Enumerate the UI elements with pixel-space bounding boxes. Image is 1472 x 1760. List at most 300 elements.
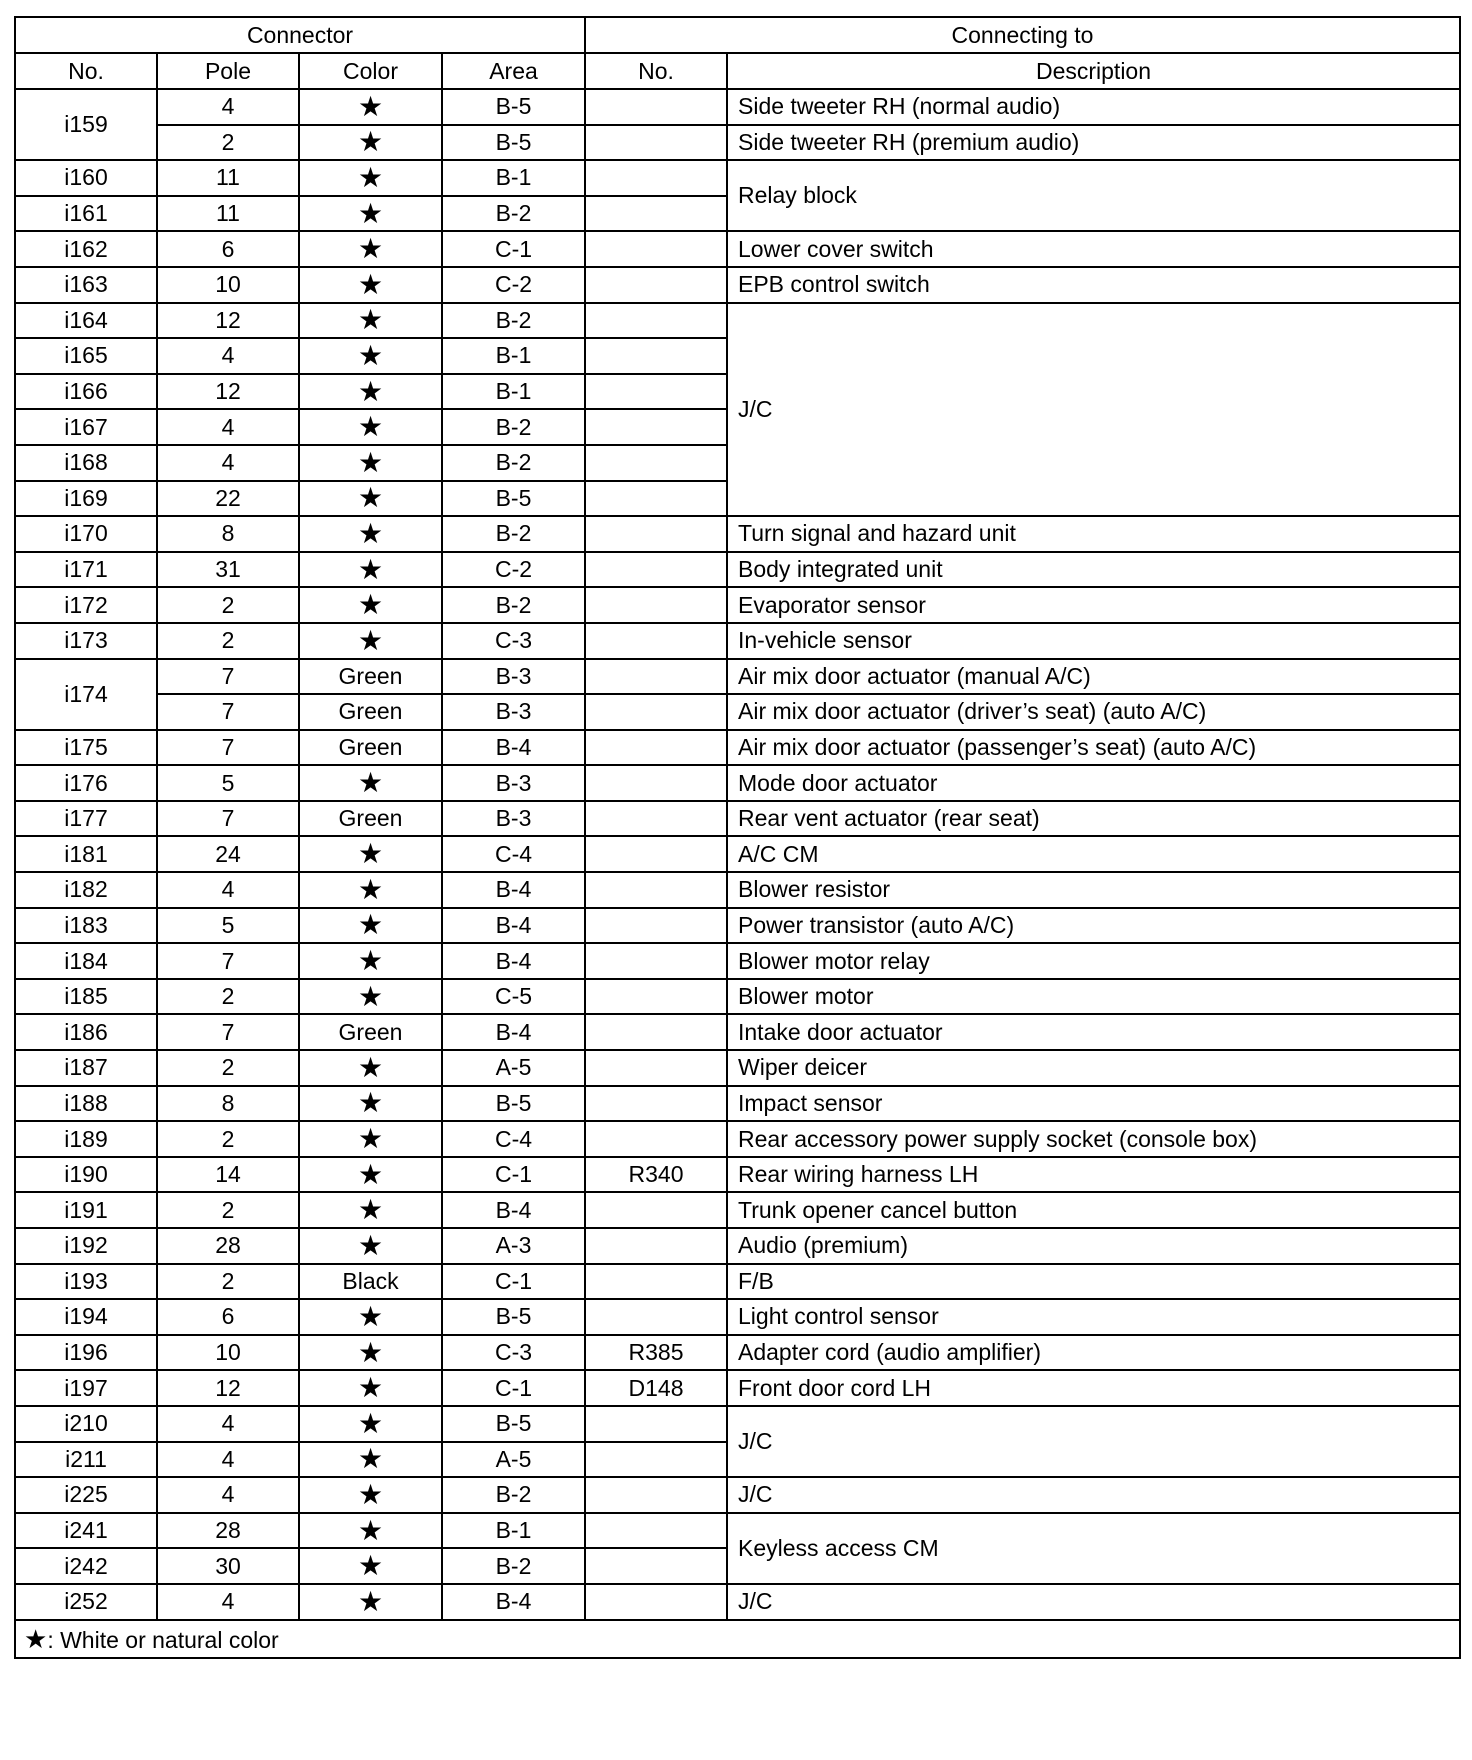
pole-cell: 4 [157, 1442, 299, 1478]
connecting-no-cell [585, 445, 727, 481]
connector-no-cell: i242 [15, 1548, 157, 1584]
pole-cell: 11 [157, 160, 299, 196]
description-cell: Blower motor relay [727, 943, 1460, 979]
area-cell: B-3 [442, 801, 585, 837]
description-cell: J/C [727, 303, 1460, 517]
description-cell: Intake door actuator [727, 1014, 1460, 1050]
area-cell: B-1 [442, 160, 585, 196]
star-icon: ★ [299, 89, 442, 125]
pole-cell: 4 [157, 1477, 299, 1513]
table-row [15, 303, 1460, 339]
pole-cell: 2 [157, 1050, 299, 1086]
pole-cell: 14 [157, 1157, 299, 1193]
no-column-header: No. [15, 53, 157, 89]
table-row [15, 1050, 1460, 1086]
star-icon: ★ [299, 516, 442, 552]
description-cell: J/C [727, 1584, 1460, 1620]
description-cell: J/C [727, 1406, 1460, 1477]
pole-cell: 28 [157, 1228, 299, 1264]
star-icon: ★ [299, 872, 442, 908]
connector-no-cell: i162 [15, 231, 157, 267]
star-icon: ★ [299, 1477, 442, 1513]
description-cell: Side tweeter RH (premium audio) [727, 125, 1460, 161]
area-cell: B-4 [442, 872, 585, 908]
legend-text: : White or natural color [47, 1626, 279, 1653]
table-row [15, 1513, 1460, 1549]
connector-no-cell: i167 [15, 409, 157, 445]
description-cell: Front door cord LH [727, 1370, 1460, 1406]
connecting-no-cell [585, 979, 727, 1015]
area-cell: B-2 [442, 1477, 585, 1513]
description-cell: EPB control switch [727, 267, 1460, 303]
area-cell: C-3 [442, 623, 585, 659]
star-icon: ★ [299, 125, 442, 161]
connecting-no-cell [585, 1513, 727, 1549]
connecting-no-cell [585, 1192, 727, 1228]
pole-cell: 28 [157, 1513, 299, 1549]
table-row [15, 1299, 1460, 1335]
pole-cell: 8 [157, 516, 299, 552]
connecting-no-cell [585, 1477, 727, 1513]
pole-cell: 7 [157, 1014, 299, 1050]
connecting-no-cell [585, 89, 727, 125]
pole-cell: 7 [157, 943, 299, 979]
star-icon: ★ [299, 196, 442, 232]
star-icon: ★ [299, 1157, 442, 1193]
connecting-no-cell [585, 1121, 727, 1157]
connector-no-cell: i196 [15, 1335, 157, 1371]
connecting-no-cell: D148 [585, 1370, 727, 1406]
connector-no-cell: i191 [15, 1192, 157, 1228]
header-group-row [15, 17, 1460, 53]
description-cell: Adapter cord (audio amplifier) [727, 1335, 1460, 1371]
table-row [15, 89, 1460, 125]
table-row [15, 1584, 1460, 1620]
table-row [15, 160, 1460, 196]
connecting-no-cell [585, 1086, 727, 1122]
star-icon: ★ [299, 409, 442, 445]
table-body [15, 89, 1460, 1620]
connector-header: Connector [15, 17, 585, 53]
connector-no-cell: i183 [15, 908, 157, 944]
area-cell: B-3 [442, 694, 585, 730]
connecting-no-cell [585, 943, 727, 979]
star-icon: ★ [299, 1370, 442, 1406]
pole-cell: 12 [157, 303, 299, 339]
table-row [15, 1477, 1460, 1513]
connecting-no-column-header: No. [585, 53, 727, 89]
connector-no-cell: i190 [15, 1157, 157, 1193]
description-cell: Air mix door actuator (passenger’s seat) (auto A/C) [727, 730, 1460, 766]
table-row [15, 694, 1460, 730]
pole-cell: 24 [157, 836, 299, 872]
connecting-no-cell [585, 694, 727, 730]
pole-cell: 30 [157, 1548, 299, 1584]
connecting-no-cell [585, 1299, 727, 1335]
pole-cell: 12 [157, 1370, 299, 1406]
connector-no-cell: i185 [15, 979, 157, 1015]
area-cell: B-5 [442, 125, 585, 161]
pole-cell: 10 [157, 1335, 299, 1371]
star-icon: ★ [24, 1623, 48, 1654]
area-cell: A-5 [442, 1442, 585, 1478]
pole-cell: 7 [157, 694, 299, 730]
star-icon: ★ [299, 160, 442, 196]
connector-no-cell: i252 [15, 1584, 157, 1620]
connector-no-cell: i225 [15, 1477, 157, 1513]
table-row [15, 979, 1460, 1015]
table-row [15, 1014, 1460, 1050]
connecting-to-header: Connecting to [585, 17, 1460, 53]
pole-cell: 6 [157, 1299, 299, 1335]
area-cell: C-2 [442, 552, 585, 588]
pole-cell: 4 [157, 445, 299, 481]
pole-column-header: Pole [157, 53, 299, 89]
star-icon: ★ [299, 908, 442, 944]
star-icon: ★ [299, 1121, 442, 1157]
area-cell: B-3 [442, 765, 585, 801]
connector-no-cell: i187 [15, 1050, 157, 1086]
connector-no-cell: i186 [15, 1014, 157, 1050]
connector-no-cell: i211 [15, 1442, 157, 1478]
pole-cell: 2 [157, 623, 299, 659]
connecting-no-cell [585, 409, 727, 445]
connecting-no-cell [585, 125, 727, 161]
connecting-no-cell [585, 908, 727, 944]
table-row [15, 659, 1460, 695]
star-icon: ★ [299, 1050, 442, 1086]
area-cell: B-4 [442, 943, 585, 979]
area-column-header: Area [442, 53, 585, 89]
area-cell: B-2 [442, 587, 585, 623]
area-cell: C-1 [442, 1370, 585, 1406]
area-cell: B-5 [442, 89, 585, 125]
description-cell: Power transistor (auto A/C) [727, 908, 1460, 944]
connector-no-cell: i174 [15, 659, 157, 730]
connector-no-cell: i168 [15, 445, 157, 481]
connecting-no-cell: R385 [585, 1335, 727, 1371]
table-row [15, 1192, 1460, 1228]
table-row [15, 1335, 1460, 1371]
connector-no-cell: i172 [15, 587, 157, 623]
area-cell: B-5 [442, 481, 585, 517]
table-row [15, 516, 1460, 552]
area-cell: B-5 [442, 1406, 585, 1442]
table-row [15, 125, 1460, 161]
area-cell: C-5 [442, 979, 585, 1015]
connecting-no-cell [585, 587, 727, 623]
color-cell: Green [299, 730, 442, 766]
connecting-no-cell [585, 374, 727, 410]
connector-no-cell: i173 [15, 623, 157, 659]
area-cell: B-4 [442, 1014, 585, 1050]
legend-row [15, 1620, 1460, 1658]
area-cell: B-1 [442, 338, 585, 374]
star-icon: ★ [299, 445, 442, 481]
connecting-no-cell [585, 196, 727, 232]
connector-no-cell: i164 [15, 303, 157, 339]
area-cell: B-4 [442, 1192, 585, 1228]
color-cell: Green [299, 694, 442, 730]
star-icon: ★ [299, 1406, 442, 1442]
color-cell: Black [299, 1264, 442, 1300]
connecting-no-cell [585, 1442, 727, 1478]
connecting-no-cell [585, 552, 727, 588]
connector-no-cell: i176 [15, 765, 157, 801]
connector-no-cell: i161 [15, 196, 157, 232]
connecting-no-cell [585, 1548, 727, 1584]
star-icon: ★ [299, 979, 442, 1015]
color-column-header: Color [299, 53, 442, 89]
pole-cell: 2 [157, 125, 299, 161]
connector-no-cell: i171 [15, 552, 157, 588]
color-cell: Green [299, 659, 442, 695]
connector-no-cell: i163 [15, 267, 157, 303]
star-icon: ★ [299, 943, 442, 979]
star-icon: ★ [299, 1192, 442, 1228]
pole-cell: 2 [157, 1264, 299, 1300]
pole-cell: 7 [157, 659, 299, 695]
connector-no-cell: i189 [15, 1121, 157, 1157]
description-cell: Blower motor [727, 979, 1460, 1015]
star-icon: ★ [299, 1086, 442, 1122]
connecting-no-cell [585, 160, 727, 196]
area-cell: B-2 [442, 196, 585, 232]
description-cell: Air mix door actuator (driver’s seat) (auto A/C) [727, 694, 1460, 730]
area-cell: C-2 [442, 267, 585, 303]
description-cell: Rear wiring harness LH [727, 1157, 1460, 1193]
area-cell: B-2 [442, 516, 585, 552]
connector-no-cell: i166 [15, 374, 157, 410]
table-row [15, 267, 1460, 303]
pole-cell: 4 [157, 872, 299, 908]
description-cell: Blower resistor [727, 872, 1460, 908]
connecting-no-cell [585, 836, 727, 872]
connecting-no-cell [585, 231, 727, 267]
table-row [15, 1086, 1460, 1122]
table-row [15, 1121, 1460, 1157]
pole-cell: 10 [157, 267, 299, 303]
description-cell: Light control sensor [727, 1299, 1460, 1335]
area-cell: B-2 [442, 409, 585, 445]
connecting-no-cell [585, 1406, 727, 1442]
description-cell: Impact sensor [727, 1086, 1460, 1122]
area-cell: C-4 [442, 1121, 585, 1157]
connector-table [14, 16, 1461, 1659]
pole-cell: 5 [157, 908, 299, 944]
star-icon: ★ [299, 623, 442, 659]
pole-cell: 4 [157, 1584, 299, 1620]
header-column-row [15, 53, 1460, 89]
pole-cell: 4 [157, 409, 299, 445]
area-cell: A-5 [442, 1050, 585, 1086]
star-icon: ★ [299, 1584, 442, 1620]
description-cell: Rear vent actuator (rear seat) [727, 801, 1460, 837]
description-cell: Air mix door actuator (manual A/C) [727, 659, 1460, 695]
star-icon: ★ [299, 338, 442, 374]
connecting-no-cell [585, 303, 727, 339]
star-icon: ★ [299, 765, 442, 801]
connecting-no-cell [585, 623, 727, 659]
table-row [15, 1406, 1460, 1442]
connector-no-cell: i175 [15, 730, 157, 766]
connector-no-cell: i182 [15, 872, 157, 908]
description-cell: Evaporator sensor [727, 587, 1460, 623]
area-cell: B-5 [442, 1299, 585, 1335]
description-cell: Lower cover switch [727, 231, 1460, 267]
star-icon: ★ [299, 552, 442, 588]
star-icon: ★ [299, 231, 442, 267]
area-cell: B-1 [442, 1513, 585, 1549]
connector-no-cell: i159 [15, 89, 157, 160]
table-row [15, 1264, 1460, 1300]
connecting-no-cell [585, 1014, 727, 1050]
connector-no-cell: i169 [15, 481, 157, 517]
area-cell: B-2 [442, 303, 585, 339]
table-row [15, 587, 1460, 623]
area-cell: C-1 [442, 1264, 585, 1300]
legend-cell [15, 1620, 1460, 1658]
area-cell: B-3 [442, 659, 585, 695]
description-cell: Body integrated unit [727, 552, 1460, 588]
connecting-no-cell [585, 1050, 727, 1086]
area-cell: B-2 [442, 1548, 585, 1584]
description-cell: Mode door actuator [727, 765, 1460, 801]
table-row [15, 872, 1460, 908]
star-icon: ★ [299, 1299, 442, 1335]
pole-cell: 12 [157, 374, 299, 410]
pole-cell: 4 [157, 1406, 299, 1442]
pole-cell: 2 [157, 587, 299, 623]
area-cell: B-4 [442, 730, 585, 766]
star-icon: ★ [299, 1513, 442, 1549]
description-cell: In-vehicle sensor [727, 623, 1460, 659]
connector-no-cell: i165 [15, 338, 157, 374]
star-icon: ★ [299, 267, 442, 303]
pole-cell: 7 [157, 730, 299, 766]
star-icon: ★ [299, 836, 442, 872]
description-cell: F/B [727, 1264, 1460, 1300]
table-row [15, 943, 1460, 979]
description-cell: Audio (premium) [727, 1228, 1460, 1264]
connector-table-page [14, 16, 1459, 1659]
color-cell: Green [299, 801, 442, 837]
connecting-no-cell: R340 [585, 1157, 727, 1193]
area-cell: B-2 [442, 445, 585, 481]
table-row [15, 1157, 1460, 1193]
connecting-no-cell [585, 267, 727, 303]
pole-cell: 11 [157, 196, 299, 232]
area-cell: C-3 [442, 1335, 585, 1371]
table-row [15, 801, 1460, 837]
star-icon: ★ [299, 587, 442, 623]
connecting-no-cell [585, 338, 727, 374]
area-cell: C-4 [442, 836, 585, 872]
star-icon: ★ [299, 1335, 442, 1371]
star-icon: ★ [299, 1228, 442, 1264]
area-cell: B-4 [442, 908, 585, 944]
connector-no-cell: i170 [15, 516, 157, 552]
pole-cell: 4 [157, 338, 299, 374]
star-icon: ★ [299, 303, 442, 339]
connecting-no-cell [585, 765, 727, 801]
connecting-no-cell [585, 1228, 727, 1264]
star-icon: ★ [299, 481, 442, 517]
connecting-no-cell [585, 1264, 727, 1300]
connecting-no-cell [585, 801, 727, 837]
description-cell: A/C CM [727, 836, 1460, 872]
description-cell: Side tweeter RH (normal audio) [727, 89, 1460, 125]
description-column-header: Description [727, 53, 1460, 89]
table-row [15, 623, 1460, 659]
connector-no-cell: i241 [15, 1513, 157, 1549]
color-cell: Green [299, 1014, 442, 1050]
description-cell: Rear accessory power supply socket (console box) [727, 1121, 1460, 1157]
table-row [15, 1370, 1460, 1406]
connector-no-cell: i197 [15, 1370, 157, 1406]
table-row [15, 730, 1460, 766]
star-icon: ★ [299, 1548, 442, 1584]
connector-no-cell: i210 [15, 1406, 157, 1442]
connector-no-cell: i181 [15, 836, 157, 872]
pole-cell: 22 [157, 481, 299, 517]
description-cell: Relay block [727, 160, 1460, 231]
pole-cell: 31 [157, 552, 299, 588]
pole-cell: 7 [157, 801, 299, 837]
connector-no-cell: i194 [15, 1299, 157, 1335]
description-cell: Turn signal and hazard unit [727, 516, 1460, 552]
connecting-no-cell [585, 872, 727, 908]
pole-cell: 8 [157, 1086, 299, 1122]
table-row [15, 908, 1460, 944]
connector-no-cell: i160 [15, 160, 157, 196]
area-cell: B-4 [442, 1584, 585, 1620]
description-cell: Trunk opener cancel button [727, 1192, 1460, 1228]
connector-no-cell: i192 [15, 1228, 157, 1264]
pole-cell: 2 [157, 1121, 299, 1157]
connector-no-cell: i184 [15, 943, 157, 979]
connecting-no-cell [585, 1584, 727, 1620]
description-cell: Keyless access CM [727, 1513, 1460, 1584]
pole-cell: 4 [157, 89, 299, 125]
star-icon: ★ [299, 1442, 442, 1478]
pole-cell: 5 [157, 765, 299, 801]
pole-cell: 2 [157, 1192, 299, 1228]
area-cell: A-3 [442, 1228, 585, 1264]
table-row [15, 552, 1460, 588]
star-icon: ★ [299, 374, 442, 410]
area-cell: C-1 [442, 231, 585, 267]
connecting-no-cell [585, 659, 727, 695]
connecting-no-cell [585, 730, 727, 766]
pole-cell: 6 [157, 231, 299, 267]
description-cell: J/C [727, 1477, 1460, 1513]
area-cell: C-1 [442, 1157, 585, 1193]
connector-no-cell: i188 [15, 1086, 157, 1122]
area-cell: B-5 [442, 1086, 585, 1122]
table-row [15, 231, 1460, 267]
description-cell: Wiper deicer [727, 1050, 1460, 1086]
connector-no-cell: i177 [15, 801, 157, 837]
area-cell: B-1 [442, 374, 585, 410]
connecting-no-cell [585, 481, 727, 517]
table-row [15, 765, 1460, 801]
table-row [15, 1228, 1460, 1264]
connecting-no-cell [585, 516, 727, 552]
table-row [15, 836, 1460, 872]
pole-cell: 2 [157, 979, 299, 1015]
connector-no-cell: i193 [15, 1264, 157, 1300]
